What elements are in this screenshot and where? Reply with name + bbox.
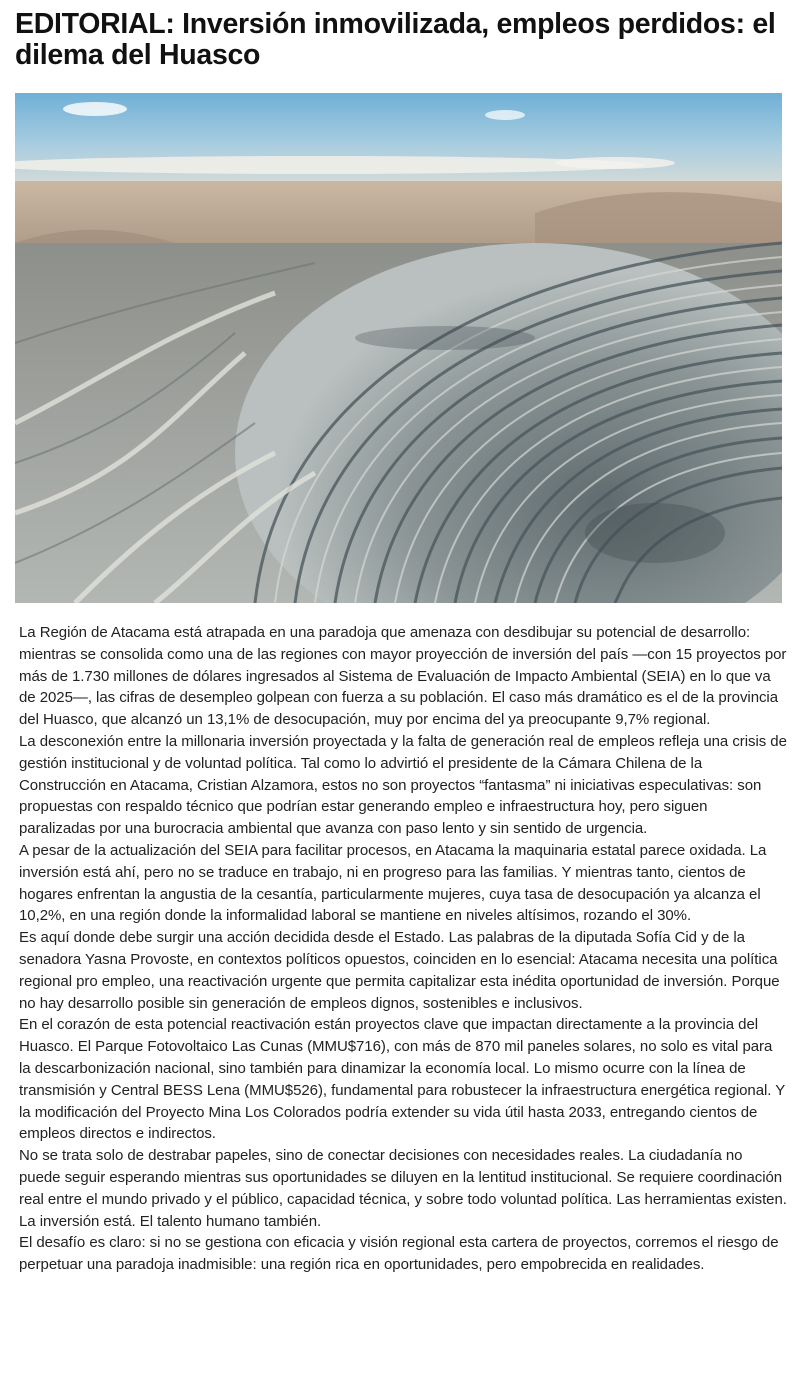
article-paragraph: A pesar de la actualización del SEIA para facilitar procesos, en Atacama la maquinaria estatal parece oxidada. La inversión está ahí, pero no se traduce en trabajo, ni en progreso para las familias. Y mientras tanto, cientos de hogares enfrentan la angustia de la cesantía, particularmente mujeres, cuya tasa de desocupación ya alcanza el 10,2%, en una región donde la informalidad laboral se mantiene en niveles altísimos, rozando el 30%. xyxy=(19,841,767,925)
article-body xyxy=(19,622,787,1276)
article-paragraph: El desafío es claro: si no se gestiona con eficacia y visión regional esta cartera de proyectos, corremos el riesgo de perpetuar una paradoja inadmisible: una región rica en oportunidades, pero empobrecida en realidades. xyxy=(19,1234,779,1274)
article-paragraph: La Región de Atacama está atrapada en una paradoja que amenaza con desdibujar su potencial de desarrollo: mientras se consolida como una de las regiones con mayor proyección de inversión del país —con 15 proyectos por más de 1.730 millones de dólares ingresados al Sistema de Evaluación de Impacto Ambiental (SEIA) en lo que va de 2025—, las cifras de desempleo golpean con fuerza a su población. El caso más dramático es el de la provincia del Huasco, que alcanzó un 13,1% de desocupación, muy por encima del ya preocupante 9,7% regional. xyxy=(19,624,787,729)
article-paragraph: Es aquí donde debe surgir una acción decidida desde el Estado. Las palabras de la diputada Sofía Cid y de la senadora Yasna Provoste, en contextos políticos opuestos, coinciden en lo esencial: Atacama necesita una política regional pro empleo, una reactivación urgente que permita capitalizar esta inédita oportunidad de inversión. Porque no hay desarrollo posible sin generación de empleos dignos, sostenibles e inclusivos. xyxy=(19,929,780,1012)
article-paragraph: No se trata solo de destrabar papeles, sino de conectar decisiones con necesidades reales. La ciudadanía no puede seguir esperando mientras sus oportunidades se diluyen en la lentitud institucional. Se requiere coordinación real entre el mundo privado y el público, capacidad técnica, y sobre todo voluntad política. Las herramientas existen. La inversión está. El talento humano también. xyxy=(19,1147,787,1230)
article-paragraph: En el corazón de esta potencial reactivación están proyectos clave que impactan directamente a la provincia del Huasco. El Parque Fotovoltaico Las Cunas (MMU$716), con más de 870 mil paneles solares, no solo es vital para la descarbonización nacional, sino también para dinamizar la economía local. Lo mismo ocurre con la línea de transmisión y Central BESS Lena (MMU$526), fundamental para robustecer la infraestructura energética regional. Y la modificación del Proyecto Mina Los Colorados podría extender su vida útil hasta 2033, entregando cientos de empleos directos e indirectos. xyxy=(19,1016,785,1143)
article-paragraph: La desconexión entre la millonaria inversión proyectada y la falta de generación real de empleos refleja una crisis de gestión institucional y de voluntad política. Tal como lo advirtió el presidente de la Cámara Chilena de la Construcción en Atacama, Cristian Alzamora, estos no son proyectos “fantasma” ni iniciativas especulativas: son propuestas con respaldo técnico que podrían estar generando empleo e infraestructura hoy, pero siguen paralizadas por una burocracia ambiental que avanza con paso lento y sin sentido de urgencia. xyxy=(19,732,787,838)
article-hero-image xyxy=(15,93,782,603)
article-headline: EDITORIAL: Inversión inmovilizada, empleos perdidos: el dilema del Huasco xyxy=(15,8,776,71)
open-pit-mine-photo-icon xyxy=(15,93,782,603)
